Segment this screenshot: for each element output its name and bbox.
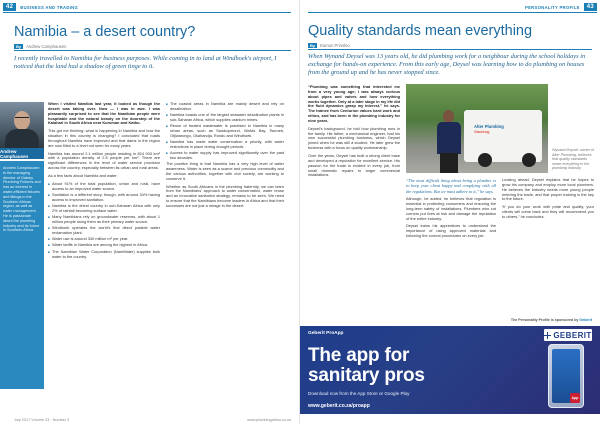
logo-text: GEBERIT [553,330,592,340]
list-item: ■ About 91% of the total population, urban and rural, have access to an improved water source. [48,182,160,192]
sponsor-note-text: The Personality Profile is sponsored by [510,318,579,322]
paragraph: Deysel trains his apprentices to understand the importance of using approved materials and following the correct procedures on every job. [406,223,496,239]
list-item: ■ The Namibian Water Corporation (NamWater) supplies bulk water to the country. [48,250,160,260]
author-profile-text: Andrew Camphausen is the managing director of Gatsby Plumbing Fixtures and has an interest in water-efficient fixtures and fittings in the Southern African region, as well as water management. He is passionate about the plumbing industry and its future in Southern Africa. [3,166,41,233]
header-rule [308,12,597,13]
van-logo-subtext: Gauteng [474,130,490,134]
van-wheel [522,153,536,167]
list-item: ■ Namibia is the driest country in sub-Saharan Africa with only 2% of rainfall becoming surface water. [48,204,160,214]
page-number: 42 [3,3,16,11]
list-item: ■ Access to water supply has improved significantly over the past two decades. [166,151,284,161]
plumber-figure [436,110,462,173]
paragraph: The positive thing is that Namibia has a very high level of water awareness. Water is seen as a scarce and precious commodity and the various authorities, together with civil society, are working to conserve it. [166,161,284,181]
pull-quote: “The most difficult thing about being a plumber is to keep your client happy and complying with all the regulations. But we must adhere to it,” he says. [406,178,496,194]
ad-url-link[interactable]: www.geberit.co.za/proapp [308,403,370,409]
section-label: PERSONALITY PROFILE [525,4,580,10]
byline-author: Eamon Prinsloo [320,43,350,48]
standfirst: When Wynand Deysel was 13 years old, he did plumbing work for a neighbour during the school holidays in exchange for hands-on experience. From this early age, Deysel was learning how to do plumbing on houses from the ground up and he has never stopped since. [308,53,586,76]
lead-paragraph: When I visited Namibia last year, it looked as though the desert was taking over. Now — I was in awe. I was pleasantly surprised to see that the Namibian people were hospitable and the natural beauty on the doorstep of the Kalahari in South Africa near Kuruman and Kathu. [48,101,160,126]
article-column-2 [406,178,496,242]
byline-author: Andrew Camphausen [26,44,67,49]
list-item: ■ Water use is around 330 million m³ per year. [48,237,160,242]
article-column-3 [502,178,594,223]
lead-paragraph: “Plumbing was something that interested me from a very young age; I was always curious about pipes and valves and how everything works together. Only at a later stage in my life did the fluid dynamics grasp my interest,” he says. The trainee from Centurion values hard work and ethics, and has been in the plumbing industry for nine years. [308,84,400,123]
van-logo-text: Alter Plumbing [474,124,504,129]
plumber-photo [406,84,548,173]
list-item: ■ Sanitation is a different story, though, with around 34% having access to improved sanitation. [48,193,160,203]
fact-list [48,182,160,260]
ad-call-to-action: Download now from the App Store or Google Play [308,391,410,396]
van-wheel [478,153,492,167]
byline-rule [308,49,592,50]
paragraph: Namibia has around 2.1 million people residing in 824 000 km² with a population density of 2.5 people per km². There are significant differences in the level of water service provision across the country, especially between its urban and rural areas. [48,150,160,171]
plumber-legs [440,153,458,173]
paragraph: Looking ahead, Deysel explains that he hopes to grow his company and employ more local plumbers. He believes the industry needs more young people entering the trade, and that proper training is the key to the future. [502,177,594,202]
paragraph: “If you do your work with pride and quality, your clients will come back and they will recommend you to others,” he concludes. [502,204,594,219]
paragraph: Deysel's background, he told how plumbing runs in the family. His father, a mechanical engineer, had his own successful plumbing business, which Deysel joined when he was still a student. He later grew the business with a focus on quality workmanship. [308,125,400,151]
list-item: ■ The coastal areas in Namibia are mainly desert and rely on desalination. [166,102,284,112]
standfirst: I recently travelled to Namibia for business purposes. While coming in to land at Windhoek's airport, I noticed that the land had a shadow of green tinge to it. [14,55,277,70]
byline-tag: By [16,44,22,49]
byline [308,43,350,48]
author-glasses [15,117,29,120]
ad-tagline: Geberit ProApp [308,331,344,336]
geberit-logo [544,329,592,341]
paragraph: Whether as South Africans in the plumbing fraternity, we can learn from the Namibians' approach to water conservation, water reuse and an innovative sanitation strategy, remains to be seen. We need to ensure that the Namibians become leaders in Africa and that their successes are not just a mirage in the desert. [166,183,284,208]
section-label: BUSINESS AND TRADING [20,4,79,10]
article-column-1 [48,102,160,261]
ad-headline-line-2: sanitary pros [308,365,425,386]
sponsor-brand: Geberit [579,318,592,322]
ad-headline [308,346,425,386]
paragraph: This got me thinking: what is happening in Namibia and how the situation in this country is changing? I concluded that roads throughout Namibia have improved and that dams in the region are now filled to a level not seen for many years. [48,128,160,148]
paragraph: Over the years, Deysel has built a strong client base and developed a reputation for excellent service. His passion for the trade is evident in every job, from small domestic repairs to larger commercial installations. [308,152,400,178]
list-item: ■ Reuse of treated wastewater is practised in Namibia in many urban areas, such as Swakopmund, Walvis Bay, Tsumeb, Otjiwarongo, Okahandja, Rundu and Windhoek. [166,124,284,139]
author-photo [0,102,44,148]
ad-headline-line-1: The app for [308,345,410,366]
article-headline: Quality standards mean everything [308,23,533,39]
fact-list [166,102,284,161]
sponsor-note [511,318,592,322]
page-number: 43 [584,3,597,11]
list-item: ■ Namibia boasts one of the largest seawater desalination plants in sub-Saharan Africa, which supplies uranium mines. [166,113,284,123]
article-headline: Namibia – a desert country? [14,24,196,40]
geberit-cross-icon [544,332,551,339]
list-item: ■ Many Namibians rely on groundwater reserves, with about 1 million people using them as their primary water source. [48,215,160,225]
running-header-left [3,2,82,12]
photo-caption: Wynand Deysel: owner of Alter Plumbing, believes that quality standards mean everything in the plumbing industry. [552,148,595,170]
author-profile-title: Andrew Camphausen [0,148,44,159]
byline-tag: By [310,43,316,48]
list-item: ■ Windhoek operates the world's first direct potable water reclamation plant. [48,226,160,236]
list-item: ■ Water tariffs in Namibia are among the highest in Africa. [48,243,160,248]
list-item: ■ Namibia has made water conservation a priority, with water restrictions in place during drought periods. [166,140,284,150]
byline-rule [14,50,291,51]
article-column-1 [308,85,400,181]
phone-icon [548,344,584,408]
app-tile-icon: App [570,393,580,403]
paragraph: Although, he added, he believes that regulation is essential in protecting consumers and ensuring the long-term safety of installations. Plumbers who cut corners put lives at risk and damage the reputation of the entire industry. [406,196,496,221]
author-face [14,111,30,130]
header-rule [3,12,291,13]
issue-folio: July 2017 Volume 23 · Number 3 [14,418,70,422]
website-folio: www.plumbingafrica.co.za [247,418,291,422]
running-header-right [521,2,597,12]
plumber-body [437,122,461,154]
advertisement[interactable] [300,326,600,414]
article-column-2 [166,102,284,212]
right-page [300,0,600,424]
paragraph: As a few facts about Namibia and water: [48,172,118,178]
byline [14,44,66,49]
author-shoulders [5,129,39,148]
